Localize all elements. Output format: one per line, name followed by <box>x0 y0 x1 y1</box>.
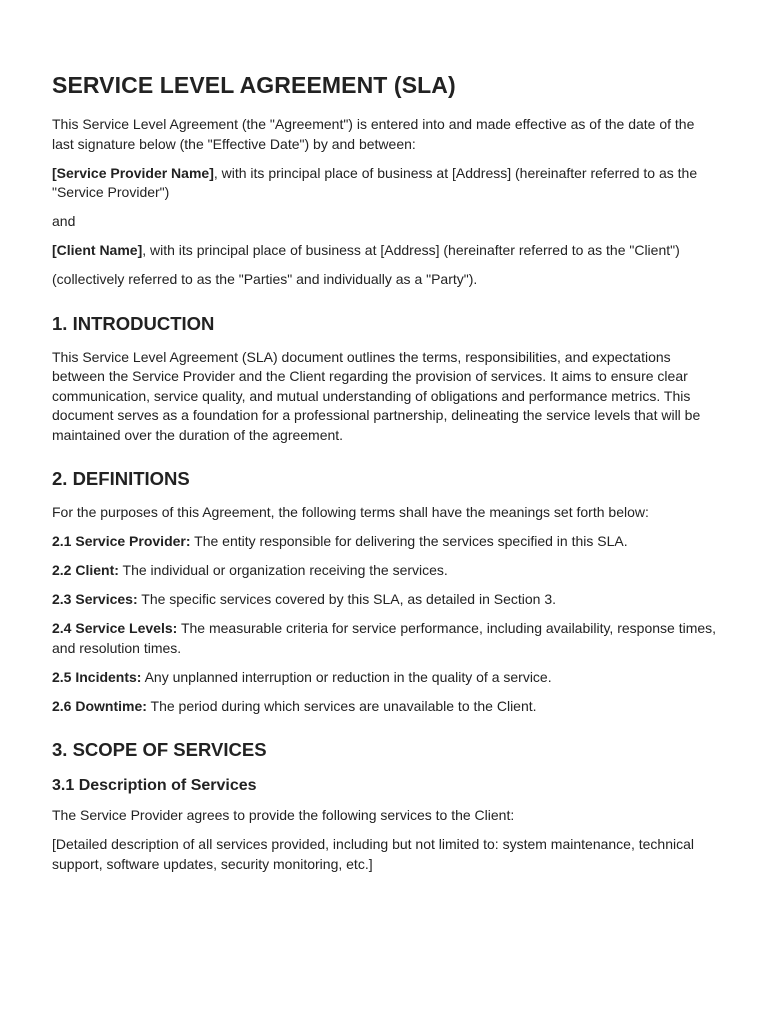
definition-text: The measurable criteria for service performance, including availability, response times, and resolution times. <box>52 620 717 656</box>
definition-term: 2.5 Incidents: <box>52 668 142 685</box>
scope-detail: [Detailed description of all services provided, including but not limited to: system maintenance, technical support, software updates, security monitoring, etc.] <box>52 836 694 872</box>
section-introduction-heading: 1. INTRODUCTION <box>52 312 215 334</box>
definition-item <box>52 561 718 581</box>
client-text: , with its principal place of business at [Address] (hereinafter referred to as the "Client") <box>142 242 680 258</box>
document-title: SERVICE LEVEL AGREEMENT (SLA) <box>52 72 456 98</box>
definition-text: The period during which services are unavailable to the Client. <box>146 697 537 714</box>
scope-lead: The Service Provider agrees to provide the following services to the Client: <box>52 807 515 823</box>
definition-item <box>52 619 718 658</box>
definition-term: 2.1 Service Provider: <box>52 533 191 549</box>
definition-term: 2.3 Services: <box>52 591 138 607</box>
client-name: [Client Name] <box>52 242 143 258</box>
definition-term: 2.6 Downtime: <box>52 697 147 714</box>
definition-text: Any unplanned interruption or reduction in the quality of a service. <box>141 668 552 685</box>
definition-item <box>52 590 718 610</box>
intro-paragraph: This Service Level Agreement (the "Agreement") is entered into and made effective as of the date of the last signature below (the "Effective Date") by and between: <box>52 116 695 152</box>
definition-text: The specific services covered by this SLA, as detailed in Section 3. <box>137 591 557 607</box>
provider-name: [Service Provider Name] <box>52 164 214 181</box>
definition-item <box>52 532 718 552</box>
definition-text: The entity responsible for delivering the services specified in this SLA. <box>190 533 628 549</box>
definition-item <box>52 697 718 717</box>
and-paragraph: and <box>52 213 76 229</box>
definitions-lead: For the purposes of this Agreement, the following terms shall have the meanings set forth below: <box>52 504 649 520</box>
definition-term: 2.2 Client: <box>52 562 119 578</box>
section-introduction-body: This Service Level Agreement (SLA) document outlines the terms, responsibilities, and expectations between the Service Provider and the Client regarding the provision of services. It aims to ensure clear communication, service quality, and mutual understanding of obligations and performance metrics. This document serves as a foundation for a professional partnership, delineating the service levels that will be maintained over the duration of the agreement. <box>52 348 701 443</box>
definition-term: 2.4 Service Levels: <box>52 620 178 636</box>
definition-item <box>52 668 718 688</box>
provider-paragraph <box>52 164 718 203</box>
section-definitions-heading: 2. DEFINITIONS <box>52 468 190 489</box>
definition-text: The individual or organization receiving the services. <box>118 562 448 578</box>
client-paragraph <box>52 241 718 261</box>
provider-text: , with its principal place of business at [Address] (hereinafter referred to as the "Service Provider") <box>52 164 698 200</box>
collective-paragraph: (collectively referred to as the "Parties" and individually as a "Party"). <box>52 271 478 287</box>
section-scope-heading: 3. SCOPE OF SERVICES <box>52 739 267 760</box>
subsection-description-heading: 3.1 Description of Services <box>52 777 257 794</box>
